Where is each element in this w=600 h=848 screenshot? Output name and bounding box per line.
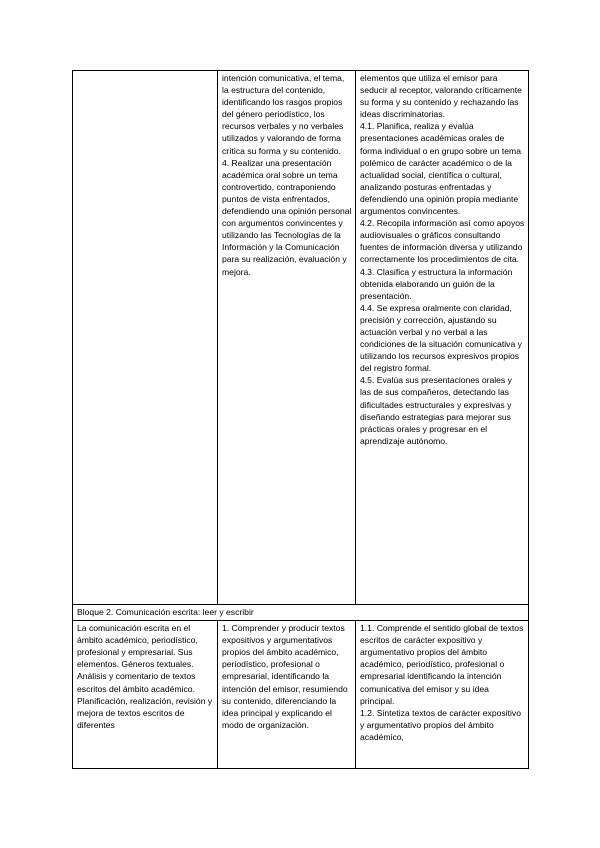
contents-text: Planificación, realización, revisión y mejora de textos escritos de diferentes (77, 695, 213, 730)
standards-cell (356, 621, 529, 769)
standard-text: 1.2. Sintetiza textos de carácter expositivo y argumentativo propios del ámbito académico, (360, 707, 521, 742)
standard-text: 4.3. Clasifica y estructura la información obtenida elaborando un guión de la presentación. (360, 266, 513, 301)
table-row (73, 71, 529, 605)
standards-cell (356, 71, 529, 605)
contents-text: Análisis y comentario de textos escritos del ámbito académico. (77, 671, 196, 694)
criteria-cell (218, 621, 356, 769)
standard-text: 4.2. Recopila información así como apoyos audiovisuales o gráficos consultando fuentes de información diversa y utilizando correctamente los procedimientos de cita. (360, 218, 525, 265)
standard-text: 4.1. Planifica, realiza y evalúa presentaciones académicas orales de forma individual o en grupo sobre un tema polémico de carácter académico o de la actualidad social, científica o cultural, analizando posturas enfrentadas y defendiendo una opinión propia mediante argumentos convincentes. (360, 121, 521, 217)
standard-text: 4.5. Evalúa sus presentaciones orales y las de sus compañeros, detectando las dificultades estructurales y expresivas y diseñando estrategias para mejorar sus prácticas orales y progresar en el aprendizaje autónomo. (360, 375, 512, 446)
contents-text: La comunicación escrita en el ámbito académico, periodístico, profesional y empresarial. Sus elementos. Géneros textuales. (77, 623, 198, 670)
contents-cell (73, 621, 218, 769)
standard-text: elementos que utiliza el emisor para seducir al receptor, valorando críticamente su forma y su contenido y rechazando las ideas discriminatorias. (360, 73, 522, 120)
criteria-text: 1. Comprender y producir textos expositivos y argumentativos propios del ámbito académico, periodístico, profesional o empresarial, identificando la intención del emisor, resumiendo su contenido, diferenciando la idea principal y explicando el modo de organización. (222, 623, 348, 730)
standard-text: 4.4. Se expresa oralmente con claridad, precisión y corrección, ajustando su actuación verbal y no verbal a las condiciones de la situación comunicativa y utilizando los recursos expresivos propios del registro formal. (360, 302, 522, 374)
table-row (73, 621, 529, 769)
table-row (73, 605, 529, 621)
standard-text: 1.1. Comprende el sentido global de textos escritos de carácter expositivo y argumentativo propios del ámbito académico, periodístico, profesional o empresarial identificando la intención comunicativa del emisor y su idea principal. (360, 623, 524, 706)
criteria-cell (218, 71, 356, 605)
block-heading: Bloque 2. Comunicación escrita: leer y escribir (73, 605, 529, 621)
criteria-text: intención comunicativa, el tema, la estructura del contenido, identificando los rasgos propios del género periodístico, los recursos verbales y no verbales utilizados y valorando de forma crítica su forma y su contenido. (222, 73, 345, 156)
contents-cell (73, 71, 218, 605)
curriculum-table (72, 70, 529, 769)
criteria-text: 4. Realizar una presentación académica oral sobre un tema controvertido, contraponiendo puntos de vista enfrentados, defendiendo una opinión personal con argumentos convincentes y utilizando las Tecnologías de la Información y la Comunicación para su realización, evaluación y mejora. (222, 157, 352, 277)
